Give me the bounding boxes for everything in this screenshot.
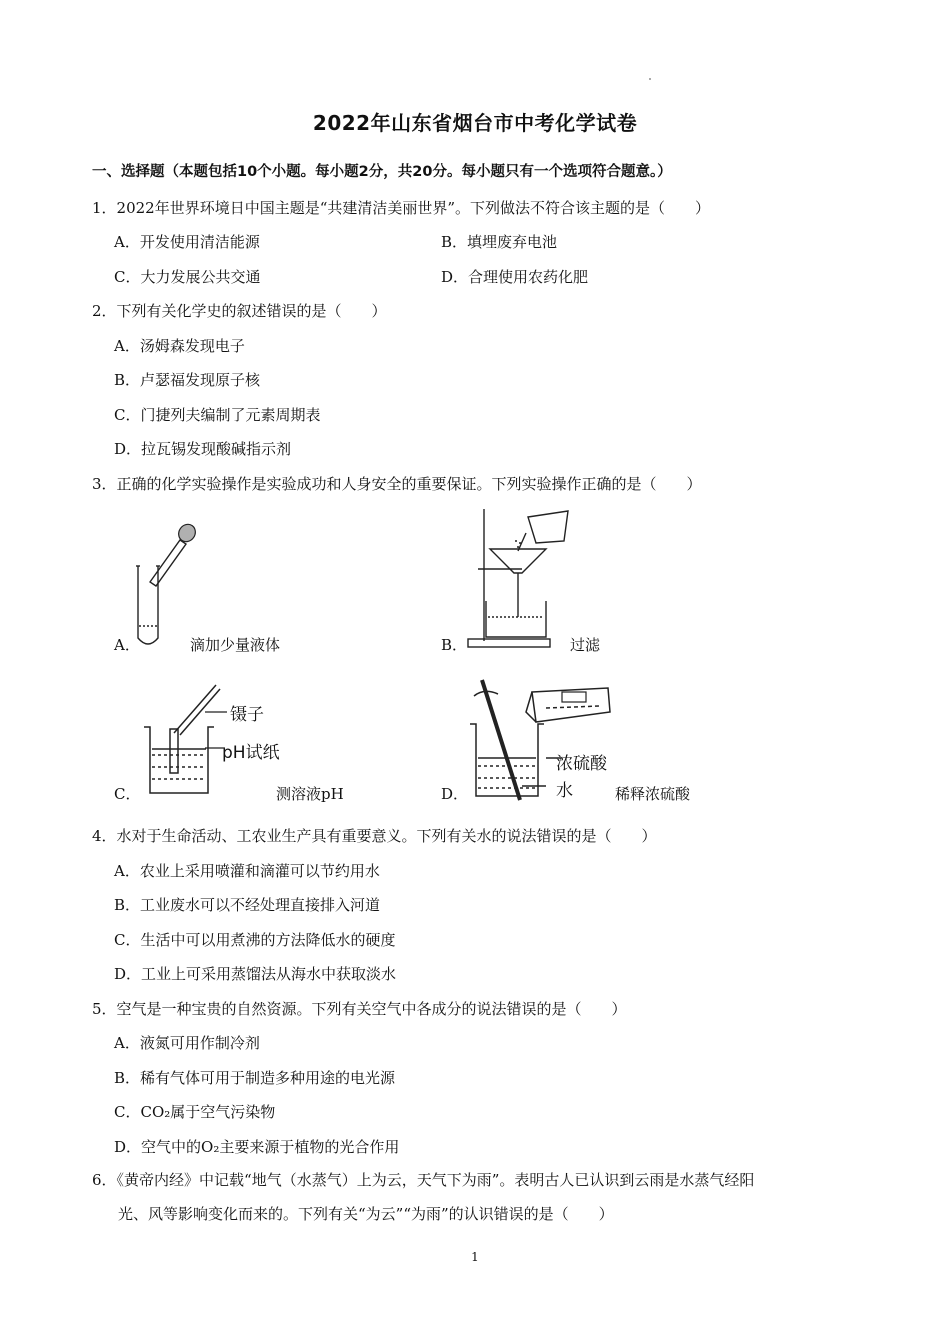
question-4-stem: 4．水对于生命活动、工农业生产具有重要意义。下列有关水的说法错误的是（ ） (92, 827, 657, 845)
dropper-test-tube-figure (130, 522, 200, 650)
exam-title: 2022年山东省烟台市中考化学试卷 (312, 111, 638, 135)
question-5-option-c[interactable]: C．CO₂属于空气污染物 (114, 1103, 276, 1121)
label-ph-paper: pH试纸 (222, 743, 280, 763)
question-6-stem (92, 1163, 882, 1231)
question-3-option-c-caption: 测溶液pH (276, 785, 344, 803)
question-5-option-a[interactable]: A．液氮可用作制冷剂 (114, 1034, 260, 1052)
question-3-option-a-letter[interactable]: A． (114, 636, 140, 654)
question-1-stem: 1．2022年世界环境日中国主题是“共建清洁美丽世界”。下列做法不符合该主题的是（ ） (92, 199, 711, 217)
question-1-option-b[interactable]: B．填埋废弃电池 (441, 233, 558, 251)
label-conc-sulfuric-acid: 浓硫酸 (556, 754, 607, 774)
question-2-option-b[interactable]: B．卢瑟福发现原子核 (114, 371, 261, 389)
question-6-stem-line-1: 6．《黄帝内经》中记载“地气（水蒸气）上为云，天气下为雨”。表明古人已认识到云雨是水蒸气经阳 (92, 1171, 755, 1189)
label-tweezers: 镊子 (230, 705, 264, 725)
question-5-stem: 5．空气是一种宝贵的自然资源。下列有关空气中各成分的说法错误的是（ ） (92, 1000, 627, 1018)
question-2-stem: 2．下列有关化学史的叙述错误的是（ ） (92, 302, 387, 320)
question-3-option-a-caption: 滴加少量液体 (190, 636, 281, 654)
question-3-option-c-letter[interactable]: C． (114, 785, 141, 803)
question-6-stem-line-2: 光、风等影响变化而来的。下列有关“为云”“为雨”的认识错误的是（ ） (118, 1205, 614, 1223)
question-3-option-d-letter[interactable]: D． (441, 785, 469, 803)
scan-speck (649, 78, 651, 80)
question-2-option-d[interactable]: D．拉瓦锡发现酸碱指示剂 (114, 440, 292, 458)
question-3-option-b-caption: 过滤 (570, 636, 601, 654)
question-4-option-a[interactable]: A．农业上采用喷灌和滴灌可以节约用水 (114, 862, 380, 880)
question-1-option-d[interactable]: D．合理使用农药化肥 (441, 268, 589, 286)
question-2-option-c[interactable]: C．门捷列夫编制了元素周期表 (114, 406, 321, 424)
question-3-stem: 3．正确的化学实验操作是实验成功和人身安全的重要保证。下列实验操作正确的是（ ） (92, 475, 702, 493)
dilute-acid-figure (462, 672, 622, 802)
question-4-option-b[interactable]: B．工业废水可以不经处理直接排入河道 (114, 896, 381, 914)
question-3-option-d-caption: 稀释浓硫酸 (615, 785, 691, 803)
question-1-option-c[interactable]: C．大力发展公共交通 (114, 268, 261, 286)
question-4-option-c[interactable]: C．生活中可以用煮沸的方法降低水的硬度 (114, 931, 396, 949)
question-5-option-d[interactable]: D．空气中的O₂主要来源于植物的光合作用 (114, 1138, 400, 1156)
question-3-option-b-letter[interactable]: B． (441, 636, 468, 654)
page-number: 1 (471, 1250, 479, 1264)
section-heading: 一、选择题（本题包括10个小题。每小题2分，共20分。每小题只有一个选项符合题意。） (92, 164, 672, 180)
question-4-option-d[interactable]: D．工业上可采用蒸馏法从海水中获取淡水 (114, 965, 397, 983)
filtration-figure (462, 505, 578, 650)
label-water: 水 (556, 781, 573, 801)
question-5-option-b[interactable]: B．稀有气体可用于制造多种用途的电光源 (114, 1069, 396, 1087)
question-2-option-a[interactable]: A．汤姆森发现电子 (114, 337, 245, 355)
question-1-option-a[interactable]: A．开发使用清洁能源 (114, 233, 260, 251)
